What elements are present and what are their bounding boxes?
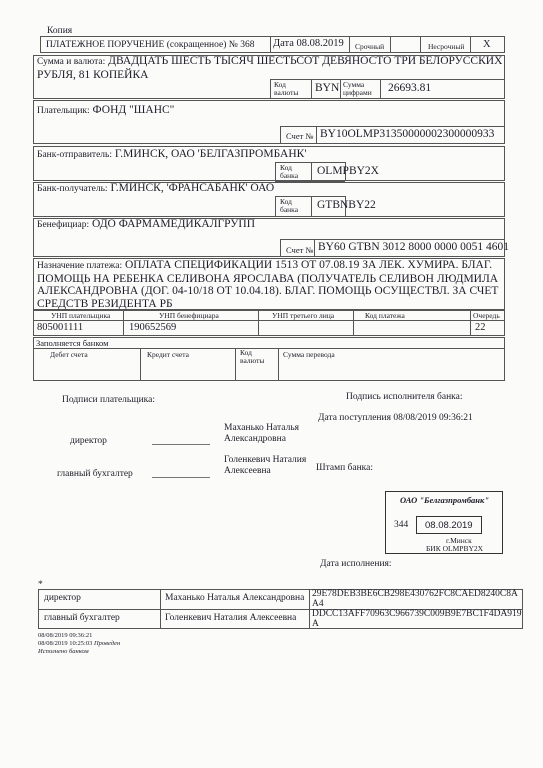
debit-label: Дебет счета — [50, 350, 88, 359]
bank-signature-label: Подпись исполнителя банка: — [346, 392, 463, 402]
ecp-row-role: директор — [44, 593, 81, 603]
stamp-date: 08.08.2019 — [425, 520, 473, 531]
purpose-text: ОПЛАТА СПЕЦИФИКАЦИИ 1513 ОТ 07.08.19 ЗА ЛЕК. ХУМИРА. БЛАГ. ПОМОЩЬ НА РЕБЕНКА СЕЛИВОНА ЯРОСЛАВА (ПОЛУЧАТЕЛЬ СЕЛИВОН ЛЮДМИЛА АЛЕКСАНДРОВНА (ДОГ. 04-10/18 ОТ 10.04.18). БЛАГ. ПОМОЩЬ ОСУЩЕСТВЛ. ЗА СЧЕТ СРЕДСТВ РЕЗИДЕНТА РБ — [37, 259, 499, 310]
bank-fill-label: Заполняется банком — [36, 338, 109, 348]
beneficiary-unp-label: УНП бенефициара — [159, 311, 219, 320]
ecp-row-name: Голенкевич Наталия Алексеевна — [165, 613, 297, 623]
not-urgent-label: Несрочный — [428, 42, 465, 51]
sum-digits-value: 26693.81 — [388, 82, 432, 94]
receipt-date: Дата поступления 08/08/2019 09:36:21 — [318, 413, 473, 423]
amount-line — [37, 55, 503, 81]
beneficiary-line — [37, 218, 255, 230]
footer-line-2 — [38, 640, 120, 647]
beneficiary-unp: 190652569 — [129, 322, 177, 333]
sender-bank-label: Банк-отправитель: — [37, 150, 113, 160]
ecp-asterisk: * — [38, 580, 43, 590]
queue-label: Очередь — [473, 311, 500, 320]
execution-date-label: Дата исполнения: — [320, 559, 392, 569]
stamp-bank-name: ОАО "Белгазпромбанк" — [400, 495, 490, 505]
receiver-bank-label: Банк-получатель: — [37, 184, 108, 194]
stamp-number: 344 — [394, 520, 409, 530]
bank-stamp — [385, 491, 503, 554]
document-date: Дата 08.08.2019 — [273, 38, 344, 49]
payer-line — [37, 104, 174, 116]
payer-account: BY10OLMP31350000002300000933 — [320, 128, 495, 140]
bank-fill-currency-label: Код валюты — [240, 348, 265, 365]
urgency-mark: X — [483, 39, 491, 50]
transfer-sum-label: Сумма перевода — [283, 350, 335, 359]
third-party-unp-label: УНП третьего лица — [272, 311, 335, 320]
receiver-bank-code-label: Код банка — [280, 197, 299, 214]
amount-words: ДВАДЦАТЬ ШЕСТЬ ТЫСЯЧ ШЕСТЬСОТ ДЕВЯНОСТО ТРИ БЕЛОРУССКИХ РУБЛЯ, 81 КОПЕЙКА — [37, 55, 503, 81]
beneficiary-name: ОДО ФАРМАМЕДИКАЛГРУПП — [91, 218, 256, 230]
ecp-row-role: главный бухгалтер — [44, 613, 120, 623]
beneficiary-account-label: Счет № — [286, 245, 314, 255]
receiver-bank-line — [37, 182, 274, 194]
credit-label: Кредит счета — [147, 350, 189, 359]
purpose-line — [37, 259, 501, 310]
accountant-label: главный бухгалтер — [57, 469, 133, 479]
ecp-row-hash: 29E78DEB3BE6CB298E430762FC8CAED8240C8AA4 — [312, 589, 518, 609]
receiver-bank-code: GTBNBY22 — [317, 199, 376, 211]
sender-bank-code-label: Код банка — [280, 163, 299, 180]
urgent-label: Срочный — [355, 42, 385, 51]
receiver-bank-name: Г.МИНСК, 'ФРАНСАБАНК' ОАО — [110, 182, 275, 194]
payer-label: Плательщик: — [37, 106, 90, 116]
sender-bank-code: OLMPBY2X — [317, 165, 379, 177]
amount-label: Сумма и валюта: — [37, 57, 106, 67]
document-title: ПЛАТЕЖНОЕ ПОРУЧЕНИЕ (сокращенное) № 368 — [46, 40, 255, 50]
director-label: директор — [70, 436, 107, 446]
sum-digits-label: Сумма цифрами — [343, 80, 372, 97]
payer-signature-label: Подписи плательщика: — [62, 395, 155, 405]
payer-unp-label: УНП плательщика — [51, 311, 111, 320]
payer-name: ФОНД "ШАНС" — [92, 104, 175, 116]
payer-unp: 805001111 — [37, 322, 84, 333]
footer-line-2-time: 08/08/2019 10:25:03 — [38, 640, 93, 647]
purpose-label: Назначение платежа: — [37, 261, 123, 271]
director-name: Маханько Наталья Александровна — [224, 423, 300, 444]
beneficiary-label: Бенефициар: — [37, 220, 90, 230]
payer-account-label: Счет № — [286, 131, 314, 141]
queue-value: 22 — [475, 322, 486, 333]
footer-line-3: Исполнено банком — [38, 648, 89, 655]
ecp-row-name: Маханько Наталья Александровна — [165, 593, 305, 603]
beneficiary-account: BY60 GTBN 3012 8000 0000 0051 4601 — [318, 241, 510, 253]
accountant-name: Голенкевич Наталия Алексеевна — [224, 455, 307, 476]
stamp-label: Штамп банка: — [316, 463, 373, 473]
stamp-date-box — [416, 516, 482, 534]
currency-value: BYN — [315, 82, 340, 94]
sender-bank-line — [37, 148, 306, 160]
currency-code-label: Код валюты — [274, 80, 299, 97]
ecp-row-hash: DDCC13AFF70963C966739C009B9E7BC1F4DA919A — [312, 609, 522, 629]
footer-line-2-status: Проведен — [93, 640, 121, 647]
copy-label: Копия — [47, 26, 73, 36]
payment-code-label: Код платежа — [365, 311, 405, 320]
sender-bank-name: Г.МИНСК, ОАО 'БЕЛГАЗПРОМБАНК' — [114, 148, 307, 160]
stamp-city: г.Минск — [446, 536, 472, 545]
footer-line-1: 08/08/2019 09:36:21 — [38, 632, 93, 639]
stamp-bic: БИК OLMPBY2X — [426, 544, 484, 553]
